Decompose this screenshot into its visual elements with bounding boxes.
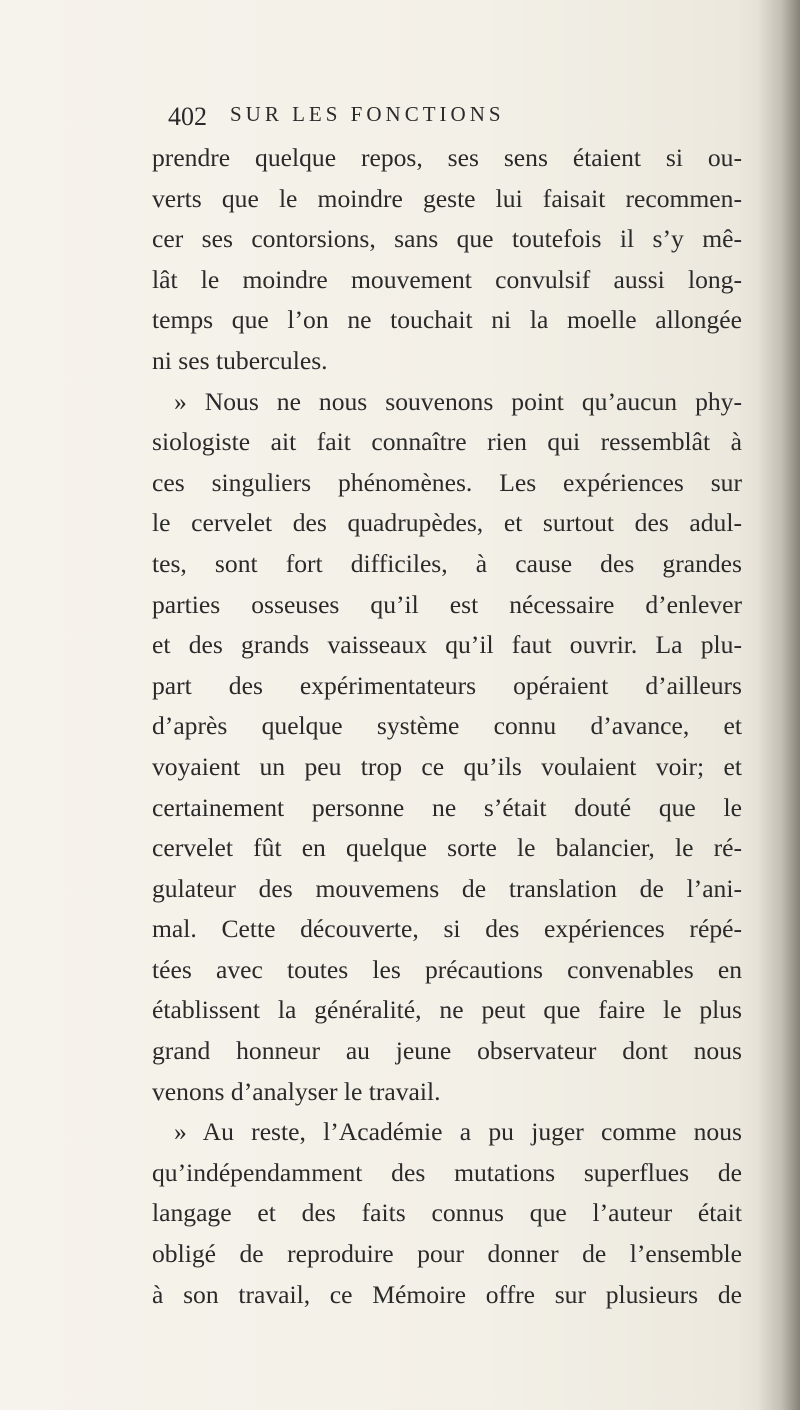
text-line: ni ses tubercules. (152, 345, 328, 375)
text-line: langage et des faits connus que l’auteur était (152, 1198, 742, 1228)
text-line: temps que l’on ne touchait ni la moelle allongée (152, 305, 742, 335)
page-number: 402 (168, 102, 207, 131)
text-line: verts que le moindre geste lui faisait recommen- (152, 183, 742, 213)
text-line: » Nous ne nous souvenons point qu’aucun phy- (174, 386, 742, 416)
text-line: venons d’analyser le travail. (152, 1076, 441, 1106)
text-line: ces singuliers phénomènes. Les expériences sur (152, 467, 742, 497)
text-line: » Au reste, l’Académie a pu juger comme nous (174, 1117, 742, 1147)
text-line: certainement personne ne s’était douté que le (152, 792, 742, 822)
page-edge-shadow (758, 0, 800, 1410)
text-line: parties osseuses qu’il est nécessaire d’enlever (152, 589, 742, 619)
text-line: cer ses contorsions, sans que toutefois il s’y mê- (152, 224, 742, 254)
text-line: tes, sont fort difficiles, à cause des grandes (152, 548, 742, 578)
running-head (168, 102, 768, 136)
body-text (152, 138, 742, 1315)
text-line: établissent la généralité, ne peut que faire le plus (152, 995, 742, 1025)
text-line: grand honneur au jeune observateur dont nous (152, 1036, 742, 1066)
text-line: part des expérimentateurs opéraient d’ailleurs (152, 670, 742, 700)
text-line: qu’indépendamment des mutations superflues de (152, 1157, 742, 1187)
text-line: à son travail, ce Mémoire offre sur plusieurs de (152, 1279, 742, 1309)
running-title: SUR LES FONCTIONS (230, 102, 505, 126)
text-line: lât le moindre mouvement convulsif aussi long- (152, 264, 742, 294)
text-line: le cervelet des quadrupèdes, et surtout des adul- (152, 508, 742, 538)
text-line: prendre quelque repos, ses sens étaient si ou- (152, 143, 742, 172)
text-line: mal. Cette découverte, si des expériences répé- (152, 914, 742, 944)
text-line: et des grands vaisseaux qu’il faut ouvrir. La plu- (152, 630, 742, 660)
text-line: d’après quelque système connu d’avance, et (152, 711, 742, 741)
text-line: obligé de reproduire pour donner de l’ensemble (152, 1239, 742, 1269)
text-line: siologiste ait fait connaître rien qui ressemblât à (152, 427, 742, 457)
text-line: gulateur des mouvemens de translation de l’ani- (152, 873, 742, 903)
text-line: cervelet fût en quelque sorte le balancier, le ré- (152, 833, 742, 863)
text-line: tées avec toutes les précautions convenables en (152, 954, 742, 984)
text-line: voyaient un peu trop ce qu’ils voulaient voir; et (152, 751, 742, 781)
